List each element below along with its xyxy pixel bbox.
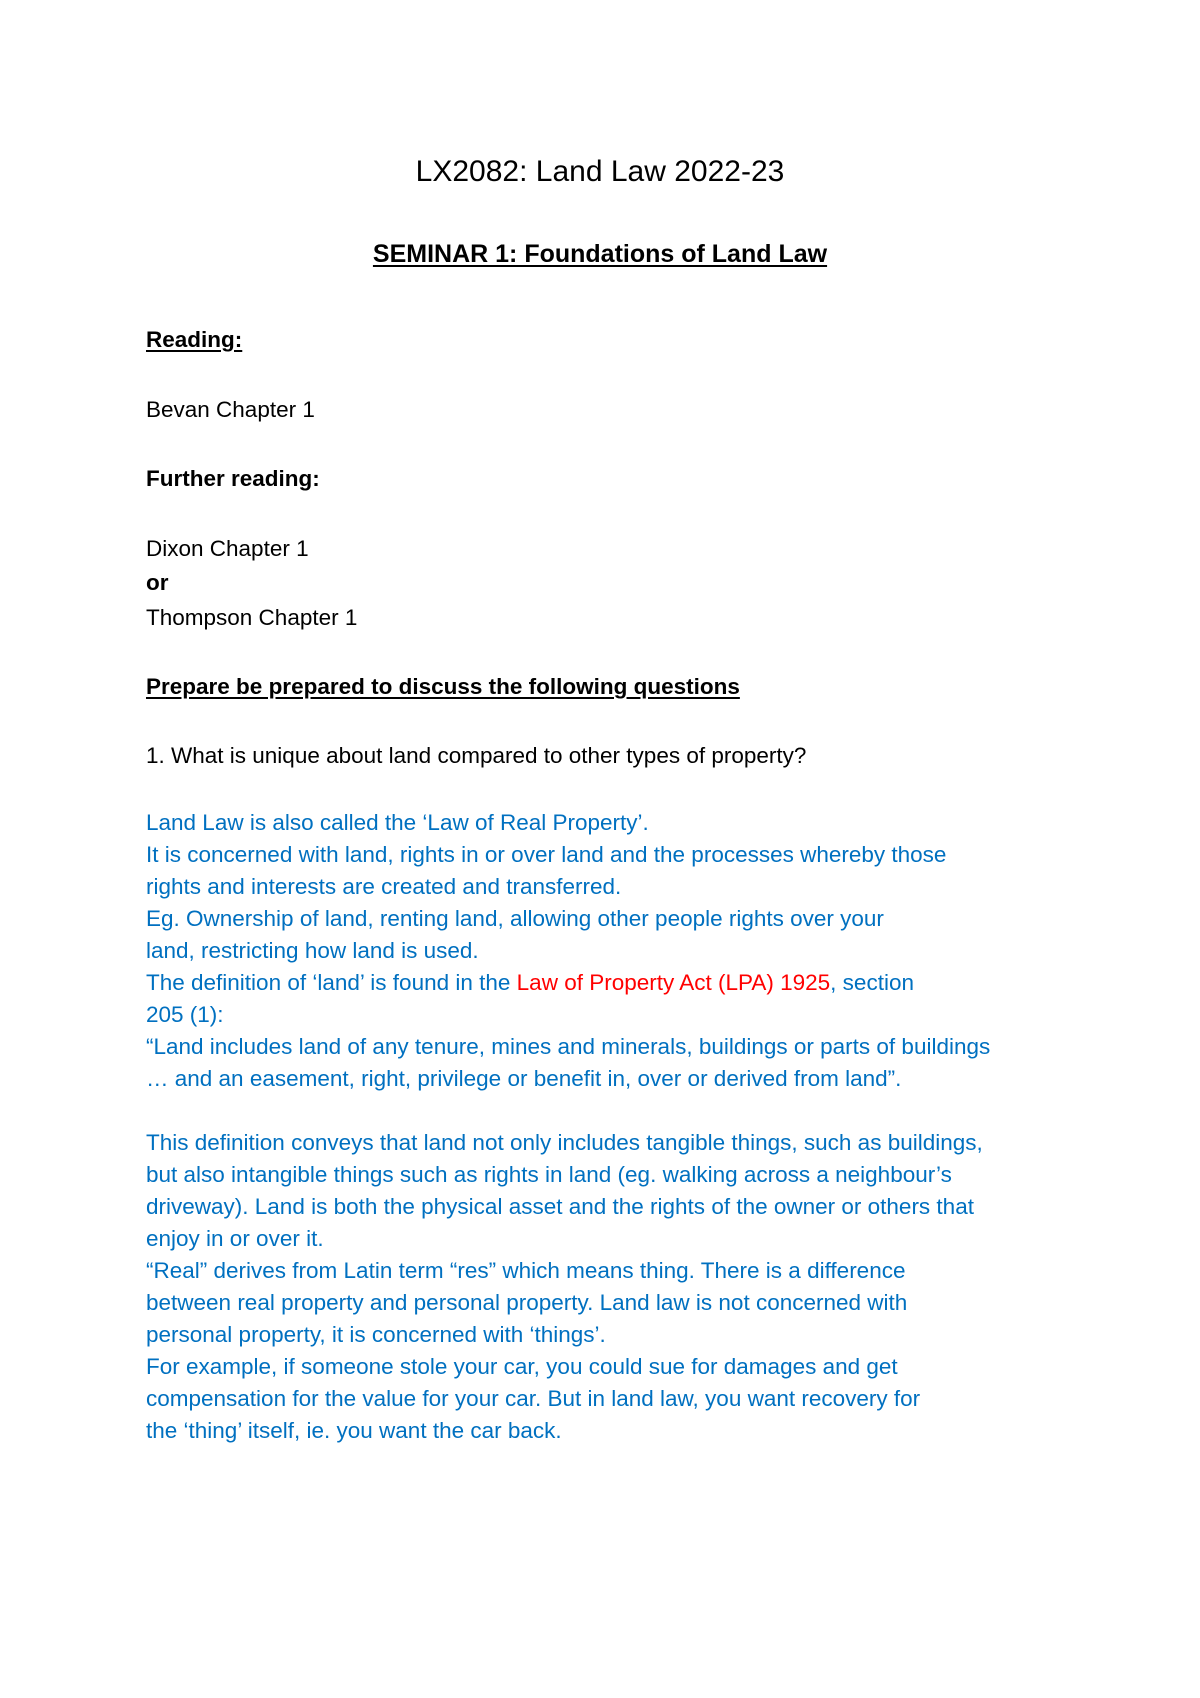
statute-citation: Law of Property Act (LPA) 1925	[516, 970, 831, 995]
further-reading-heading: Further reading:	[146, 466, 320, 491]
answer-line: between real property and personal property. Land law is not concerned with	[146, 1290, 908, 1315]
seminar-title: SEMINAR 1: Foundations of Land Law	[372, 240, 828, 268]
answer-line: driveway). Land is both the physical asset and the rights of the owner or others that	[146, 1194, 974, 1219]
answer-line: For example, if someone stole your car, you could sue for damages and get	[146, 1354, 898, 1379]
question-1: 1. What is unique about land compared to other types of property?	[146, 743, 807, 768]
answer-line: compensation for the value for your car. But in land law, you want recovery for	[146, 1386, 921, 1411]
answer-line: 205 (1):	[146, 1002, 224, 1027]
reading-item: Bevan Chapter 1	[146, 397, 315, 422]
answer-line: land, restricting how land is used.	[146, 938, 479, 963]
prepare-heading: Prepare be prepared to discuss the following questions	[146, 674, 740, 699]
definition-text: , section	[830, 970, 914, 995]
reading-heading: Reading:	[146, 327, 243, 352]
further-reading-item: Dixon Chapter 1	[146, 536, 309, 561]
further-reading-item: Thompson Chapter 1	[146, 605, 358, 630]
answer-line: rights and interests are created and transferred.	[146, 874, 622, 899]
quote-line: … and an easement, right, privilege or benefit in, over or derived from land”.	[146, 1066, 902, 1091]
answer-line: It is concerned with land, rights in or over land and the processes whereby those	[146, 842, 947, 867]
quote-line: “Land includes land of any tenure, mines and minerals, buildings or parts of buildings	[146, 1034, 991, 1059]
answer-line: personal property, it is concerned with ‘things’.	[146, 1322, 606, 1347]
further-reading-or: or	[146, 570, 169, 595]
definition-line	[146, 968, 914, 998]
answer-line: This definition conveys that land not only includes tangible things, such as buildings,	[146, 1130, 983, 1155]
answer-line: Eg. Ownership of land, renting land, allowing other people rights over your	[146, 906, 884, 931]
answer-line: the ‘thing’ itself, ie. you want the car back.	[146, 1418, 562, 1443]
answer-line: but also intangible things such as rights in land (eg. walking across a neighbour’s	[146, 1162, 952, 1187]
document-title: LX2082: Land Law 2022-23	[415, 155, 785, 188]
answer-line: Land Law is also called the ‘Law of Real Property’.	[146, 810, 649, 835]
answer-line: “Real” derives from Latin term “res” which means thing. There is a difference	[146, 1258, 906, 1283]
definition-text: The definition of ‘land’ is found in the	[146, 970, 517, 995]
answer-line: enjoy in or over it.	[146, 1226, 324, 1251]
